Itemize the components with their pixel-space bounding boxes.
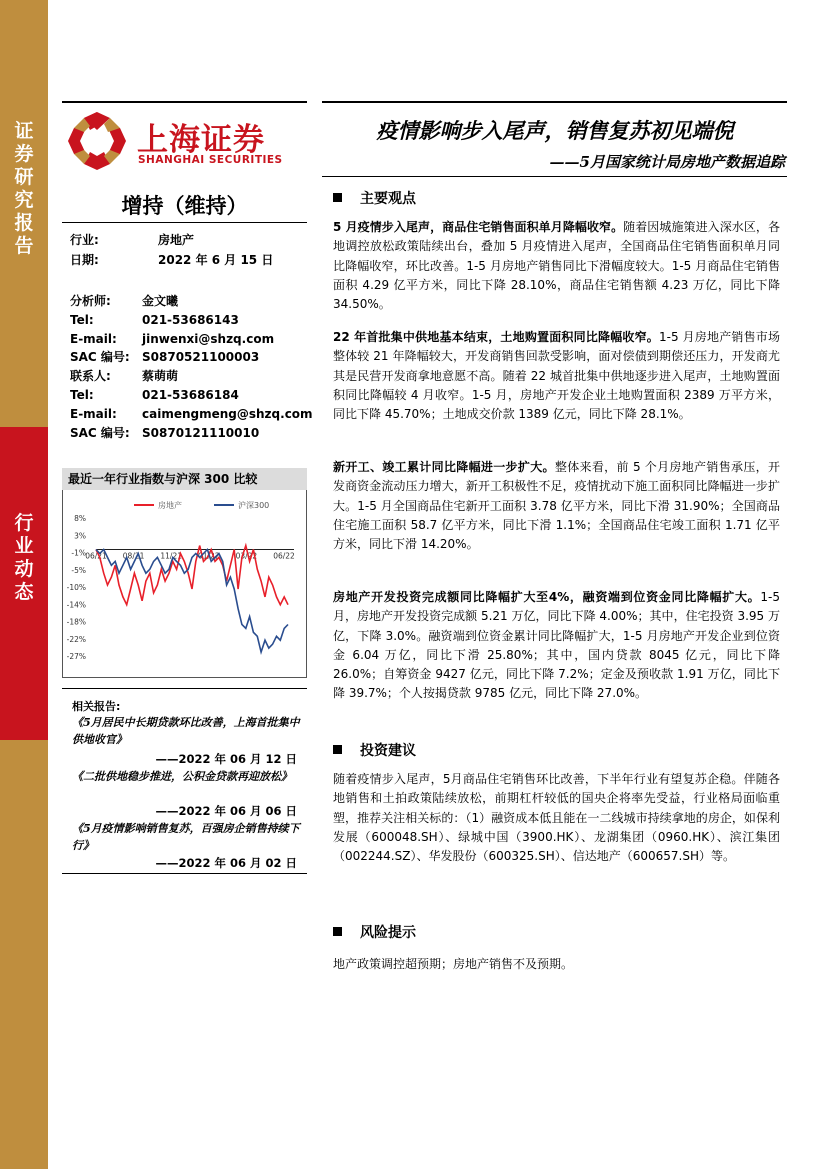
section-risk-heading <box>333 922 416 942</box>
logo-mark-icon <box>66 110 128 172</box>
section-invest-heading <box>333 740 416 760</box>
legend-label-0: 房地产 <box>158 501 182 510</box>
section-invest-label: 投资建议 <box>360 743 416 759</box>
y-tick-label: -1% <box>71 548 86 558</box>
y-tick-label: 8% <box>74 514 86 523</box>
bullet-square-icon <box>333 745 342 754</box>
analyst-value: 021-53686184 <box>142 387 239 402</box>
x-tick-label: 11/21 <box>160 551 183 561</box>
section-views-heading <box>333 188 416 208</box>
paragraph-land-body: 1-5 月房地产销售市场整体较 21 年降幅较大，开发商销售回款受影响，面对偿债到期偿还压力，开发商尤其是民营开发商拿地意愿不高。随着 22 城首批集中供地逐步进入尾声，土地购置面积同比降幅较 4 月收窄。1-5 月，房地产开发企业土地购置面积 2389 万平方米，同比下降 45.70%；土地成交价款 1389 亿元，同比下降 28.1%。 <box>333 330 780 422</box>
chart-series <box>96 546 288 653</box>
paragraph-investment-body: 1-5 月，房地产开发投资完成额 5.21 万亿，同比下降 4.00%；其中，住宅投资 3.95 万亿，下降 3.0%。融资端到位资金累计同比降幅扩大，1-5 月房地产开发企业到位资金 6.04 万亿，同比下滑 25.80%；其中，国内贷款 8045 亿元，同比下降 26.0%；自筹资金 9427 亿元，同比下降 7.2%；定金及预收款 1.91 万亿，同比下降 39.7%；个人按揭贷款 9785 亿元，同比下降 27.0%。 <box>333 590 780 701</box>
analyst-key: SAC 编号: <box>70 350 130 365</box>
analyst-value: S0870521100003 <box>142 350 260 365</box>
analyst-value: jinwenxi@shzq.com <box>142 331 275 346</box>
chart-y-ticks <box>67 514 86 661</box>
shanghai-securities-logo <box>66 110 306 172</box>
analyst-key: Tel: <box>70 387 94 402</box>
left-column-end-rule <box>62 873 307 874</box>
x-tick-label: 03/22 <box>235 551 258 561</box>
related-report-1[interactable]: 《5月居民中长期贷款环比改善，上海首批集中供地收官》 <box>72 716 300 746</box>
analyst-value: 021-53686143 <box>142 312 239 327</box>
chart-bottom-rule <box>62 688 307 689</box>
top-rule-left <box>62 101 307 103</box>
paragraph-land <box>333 328 780 424</box>
paragraph-land-lead: 22 年首批集中供地基本结束，土地购置面积同比降幅收窄。 <box>333 330 659 344</box>
paragraph-recommendation: 随着疫情步入尾声，5月商品住宅销售环比改善，下半年行业有望复苏企稳。伴随各地销售和土拍政策陆续放松，前期杠杆较低的国央企将率先受益，行业格局面临重塑，推荐关注相关标的：（1）融资成本低且能在一二线城市持续拿地的房企，如保利发展（600048.SH）、绿城中国（3900.HK）、龙湖集团（0960.HK）、滨江集团（002244.SZ）、华发股份（600325.SH）、信达地产（600657.SH）等。 <box>333 772 780 864</box>
meta-value: 2022 年 6 月 15 日 <box>158 253 274 267</box>
analyst-key: E-mail: <box>70 406 117 421</box>
report-category-label: 行 业 动 态 <box>14 512 34 603</box>
y-tick-label: -14% <box>66 600 86 610</box>
report-subtitle: ——5月国家统计局房地产数据追踪 <box>549 153 785 171</box>
related-report-3-date: ——2022 年 06 月 02 日 <box>155 856 297 870</box>
y-tick-label: -27% <box>66 652 86 661</box>
top-rule-right <box>322 101 787 103</box>
paragraph-investment <box>333 588 780 704</box>
related-report-1-date: ——2022 年 06 月 12 日 <box>155 752 297 766</box>
report-title: 疫情影响步入尾声，销售复苏初见端倪 <box>376 118 734 143</box>
paragraph-risk: 地产政策调控超预期；房地产销售不及预期。 <box>333 957 574 971</box>
meta-key: 行业: <box>70 233 99 247</box>
analyst-key: Tel: <box>70 312 94 327</box>
related-report-2-date: ——2022 年 06 月 06 日 <box>155 804 297 818</box>
paragraph-sales-lead: 5 月疫情步入尾声，商品住宅销售面积单月降幅收窄。 <box>333 220 624 234</box>
meta-key: 日期: <box>70 253 99 267</box>
related-reports-title: 相关报告: <box>72 700 121 713</box>
section-risk-label: 风险提示 <box>360 925 416 941</box>
rating: 增持（维持） <box>121 193 248 218</box>
analyst-value: S0870121110010 <box>142 425 260 440</box>
x-tick-label: 01/22 <box>197 551 220 561</box>
analyst-key: 分析师: <box>70 294 111 308</box>
chart-title: 最近一年行业指数与沪深 300 比较 <box>62 468 307 490</box>
subtitle-rule <box>322 176 787 177</box>
analyst-value: 蔡萌萌 <box>142 369 179 384</box>
chart-legend <box>134 500 269 510</box>
legend-label-1: 沪深300 <box>238 501 270 510</box>
paragraph-construction-lead: 新开工、竣工累计同比降幅进一步扩大。 <box>333 460 555 474</box>
paragraph-construction-body: 整体来看，前 5 个月房地产销售承压，开发商资金流动压力增大，新开工积极性不足，疫情扰动下施工面积同比降幅进一步扩大。1-5 月全国商品住宅新开工面积 3.78 亿平方米，同比下滑 31.90%；全国商品住宅施工面积 58.7 亿平方米，同比下滑 1.1%；全国商品住宅竣工面积 1.71 亿平方米，同比下滑 14.20%。 <box>333 460 780 552</box>
bullet-square-icon <box>333 927 342 936</box>
y-tick-label: -5% <box>71 565 86 575</box>
logo-chinese-name: 上海证券 <box>137 122 265 158</box>
paragraph-investment-lead: 房地产开发投资完成额同比降幅扩大至4%，融资端到位资金同比降幅扩大。 <box>333 590 761 604</box>
y-tick-label: -10% <box>66 583 86 592</box>
y-tick-label: -22% <box>66 634 86 644</box>
paragraph-construction <box>333 458 780 554</box>
x-tick-label: 06/21 <box>85 551 107 561</box>
report-type-label: 证 券 研 究 报 告 <box>14 120 34 257</box>
meta-value: 房地产 <box>158 233 195 247</box>
bullet-square-icon <box>333 193 342 202</box>
y-tick-label: -18% <box>66 617 86 627</box>
related-report-2[interactable]: 《二批供地稳步推进，公积金贷款再迎放松》 <box>72 770 292 783</box>
x-tick-label: 06/22 <box>273 551 295 561</box>
related-report-3[interactable]: 《5月疫情影响销售复苏，百强房企销售持续下行》 <box>72 822 300 852</box>
index-comparison-chart <box>62 490 307 678</box>
paragraph-sales <box>333 218 780 314</box>
analyst-key: E-mail: <box>70 331 117 346</box>
section-views-label: 主要观点 <box>360 191 416 207</box>
y-tick-label: 3% <box>74 531 86 541</box>
analyst-value: 金文曦 <box>142 294 179 308</box>
rating-rule <box>62 222 307 223</box>
paragraph-sales-body: 随着因城施策进入深水区，各地调控放松政策陆续出台，叠加 5 月疫情进入尾声，全国商品住宅销售面积单月同比降幅收窄，环比改善。1-5 月房地产销售同比下滑幅度较大。1-5 月商品住宅销售面积 4.29 亿平方米，同比下降 28.10%，商品住宅销售额 4.23 万亿，同比下降 34.50%。 <box>333 220 780 312</box>
chart-x-ticks <box>85 552 295 561</box>
analyst-key: SAC 编号: <box>70 425 130 440</box>
logo-english-name: SHANGHAI SECURITIES <box>138 154 283 166</box>
analyst-key: 联系人: <box>70 369 111 384</box>
x-tick-label: 08/21 <box>122 551 145 561</box>
analyst-value: caimengmeng@shzq.com <box>142 406 313 421</box>
sidebar <box>0 0 48 1169</box>
